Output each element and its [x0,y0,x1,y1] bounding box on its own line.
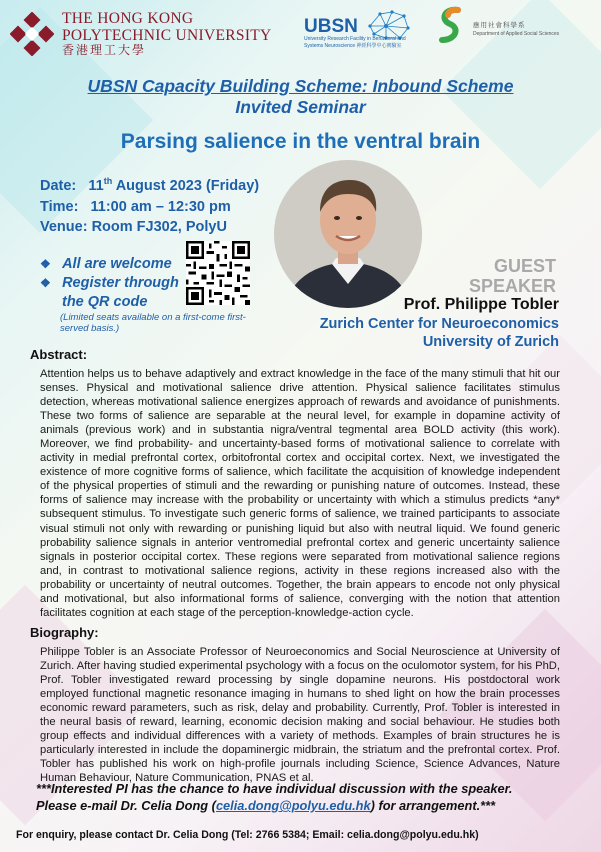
date-rest: August 2023 (Friday) [112,177,260,194]
polyu-name-chinese: 香港理工大學 [62,43,147,57]
dass-logo-icon [434,6,468,44]
register-text-line1: Register through [62,275,179,291]
speaker-org-line1: Zurich Center for Neuroeconomics [319,316,559,332]
discussion-notice-line1: ***Interested PI has the chance to have individual discussion with the speaker. [36,781,513,796]
date-label: Date: [40,177,77,194]
biography-heading: Biography: [30,625,99,640]
welcome-item [40,256,172,272]
speaker-portrait-image [274,160,422,308]
date-suffix: th [103,176,113,186]
date-day: 11 [88,177,104,194]
venue-value: Room FJ302, PolyU [91,219,227,235]
dass-name-chinese: 應用社會科學系 [473,22,526,29]
speaker-org-line2: University of Zurich [422,334,559,350]
register-item [40,275,179,291]
register-text-line2: the QR code [62,294,148,310]
diamond-bullet-icon: ❖ [40,276,51,290]
speaker-photo [274,160,422,308]
venue-label: Venue: [40,219,88,235]
time-row [40,199,231,215]
qr-code-icon[interactable] [186,241,250,305]
contact-email-link[interactable]: celia.dong@polyu.edu.hk [215,798,371,813]
speaker-name: Prof. Philippe Tobler [403,296,559,313]
guest-label-line1: GUEST [493,256,556,276]
abstract-text: Attention helps us to behave adaptively and extract knowledge in the face of the many stimuli that hit our senses. Physical and motivational salience drive attention. Physical salience facilitates stimulus detection, whereas motivational salience energizes approach of rewards and avoidance of punishments. These two forms of salience are separable at the neural level, for example in dopamine activity of animals (previous work) and in substantia nigra/ventral tegmental area BOLD activity (this work). Moreover, we find probability- and uncertainty-based forms of motivational salience to correlate with activity in medial prefrontal cortex, orbitofrontal cortex and occipital cortex. Next, we investigated the existence of more cognitive forms of salience, which facilitate the acquisition of knowledge independent of the physical properties of stimuli and the rewarding or punishing nature of outcomes. Instead, these forms of salience may increase with the probability or uncertainty with which a stimulus predicts *any* subsequent stimulus. To investigate such generic forms of salience, we trained participants to associate visual stimuli not only with rewarding or punishing liquid but also with neutral liquid. We found generic probability salience signals in anterior ventromedial prefrontal cortex and generic uncertainty salience signals in posterior occipital cortex. These regions were separated from motivational salience regions and, in contrast to motivational salience regions, activity in these regions increased also with the probability or uncertainty of neutral outcomes. Together, the brain appears to encode not only physical and motivational, but also informational forms of salience, converging with the notion that attention facilitates cognition at each stage of the perception-knowledge-action cycle. [40,368,560,619]
discussion-notice-line2 [36,798,495,813]
seminar-type: Invited Seminar [235,97,366,117]
abstract-heading: Abstract: [30,347,88,362]
guest-label-line2: SPEAKER [468,276,556,296]
biography-text: Philippe Tobler is an Associate Professor of Neuroeconomics and Social Neuroscience at University of Zurich. After having studied experimental psychology with a focus on the oculomotor system, for his PhD, Prof. Tobler investigated reward processing by single dopamine neurons. His postdoctoral work employed functional magnetic resonance imaging in humans to shed light on how the brain processes economic reward parameters, such as risk, delay and probability. Currently, Prof. Tobler is interested in the neural basis of reward, learning, economic decision making and social behaviour. He studies both group effects and individual differences with a variety of methods. Examples of brain structures he is particularly interested in include the dopaminergic midbrain, the striatum and the prefrontal cortex. Prof. Tobler has published his work on high-profile journals including Science, Science Advances, Nature Human Behaviour, Nature Communication, PNAS et al. [40,646,560,785]
date-row [40,176,259,194]
welcome-text: All are welcome [62,256,172,272]
time-value: 11:00 am – 12:30 pm [90,199,231,215]
time-label: Time: [40,199,79,215]
diamond-bullet-icon: ❖ [40,257,51,271]
polyu-logo-icon [10,12,54,56]
talk-title: Parsing salience in the ventral brain [120,130,481,153]
register-item-line2 [62,294,147,310]
ubsn-subtitle: University Research Facility in Behavioral and Systems Neuroscience 神經科學中心實驗室 [304,36,406,49]
scheme-title: UBSN Capacity Building Scheme: Inbound Scheme [87,76,514,96]
notice-text-after: ) for arrangement.*** [370,798,496,813]
enquiry-footer: For enquiry, please contact Dr. Celia Dong (Tel: 2766 5384; Email: celia.dong@polyu.edu.hk) [16,829,479,841]
ubsn-logo-text: UBSN [304,16,358,37]
venue-row [40,219,227,235]
notice-text-before: Please e-mail Dr. Celia Dong ( [36,798,216,813]
header [0,0,601,62]
polyu-name-line2: POLYTECHNIC UNIVERSITY [62,27,272,44]
limited-seats-note: (Limited seats available on a first-come first-served basis.) [60,312,246,334]
dass-name-english: Department of Applied Social Sciences [473,31,560,37]
polyu-name-line1: THE HONG KONG [62,10,194,27]
